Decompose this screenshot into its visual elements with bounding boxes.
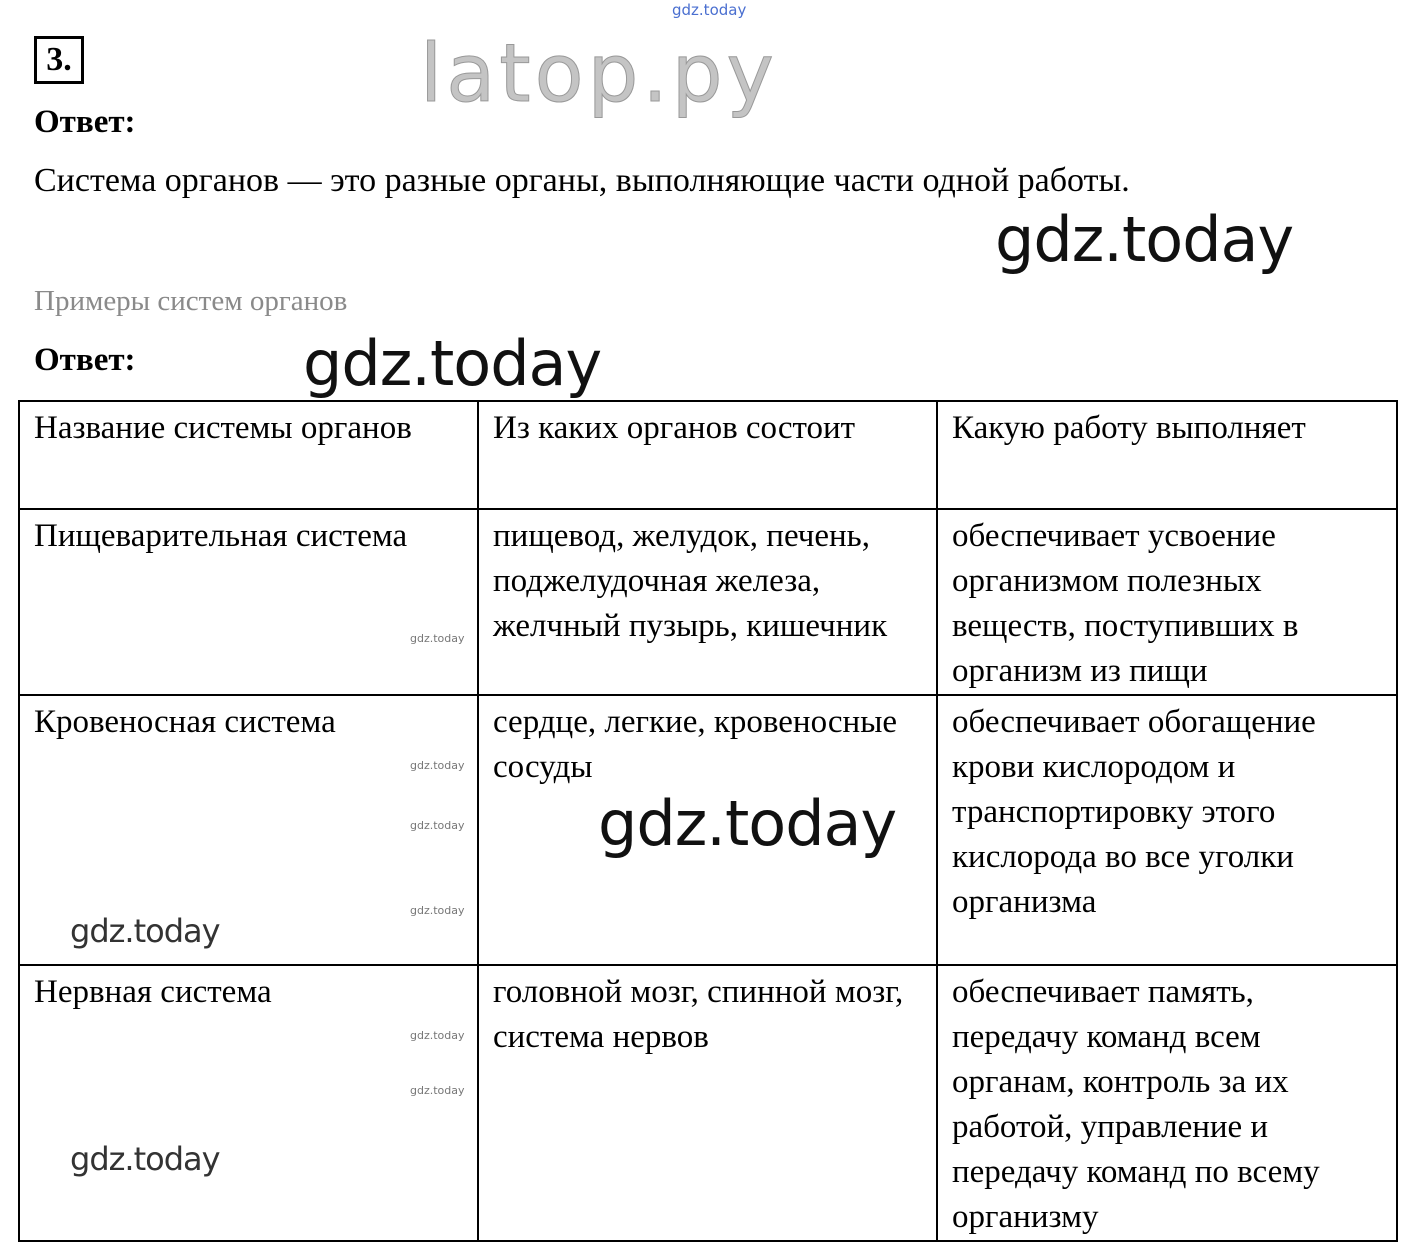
answer-label: Ответ:: [34, 104, 136, 140]
organ-systems-table: [18, 400, 1398, 1242]
watermark: gdz.today: [410, 819, 465, 832]
table-row: [19, 695, 1397, 965]
watermark: gdz.today: [410, 759, 465, 772]
watermark-outline: latop.py: [420, 27, 778, 120]
task-number: 3.: [34, 36, 84, 84]
watermark: gdz.today: [410, 632, 465, 645]
table-cell: обеспечивает память, передачу команд всем органам, контроль за их работой, управление и передачу команд по всему организму: [937, 965, 1397, 1241]
watermark: gdz.today: [410, 904, 465, 917]
table-row: [19, 509, 1397, 695]
header-cell: Какую работу выполняет: [937, 401, 1397, 509]
watermark: gdz.today: [995, 203, 1294, 276]
header-cell: Название системы органов: [19, 401, 478, 509]
watermark: gdz.today: [410, 1084, 465, 1097]
watermark: gdz.today: [598, 787, 897, 860]
table-header-row: [19, 401, 1397, 509]
watermark: gdz.today: [303, 327, 602, 400]
section-subtitle: Примеры систем органов: [34, 285, 348, 317]
table-cell: головной мозг, спинной мозг, система нервов: [478, 965, 937, 1241]
table-row: [19, 965, 1397, 1241]
watermark-top: gdz.today: [672, 1, 747, 19]
table-cell: сердце, легкие, кровеносные сосуды: [478, 695, 937, 965]
watermark: gdz.today: [410, 1029, 465, 1042]
answer-label: Ответ:: [34, 342, 136, 378]
table-cell: пищевод, желудок, печень, поджелудочная железа, желчный пузырь, кишечник: [478, 509, 937, 695]
table-cell: обеспечивает обогащение крови кислородом и транспортировку этого кислорода во все уголки организма: [937, 695, 1397, 965]
table-cell: обеспечивает усвоение организмом полезных веществ, поступивших в организм из пищи: [937, 509, 1397, 695]
table-cell: Кровеносная система: [19, 695, 478, 965]
table-cell: Пищеварительная система: [19, 509, 478, 695]
definition-text: Система органов — это разные органы, выполняющие части одной работы.: [34, 162, 1130, 199]
watermark: gdz.today: [70, 1140, 220, 1178]
watermark: gdz.today: [70, 912, 220, 950]
table-cell: Нервная система: [19, 965, 478, 1241]
header-cell: Из каких органов состоит: [478, 401, 937, 509]
